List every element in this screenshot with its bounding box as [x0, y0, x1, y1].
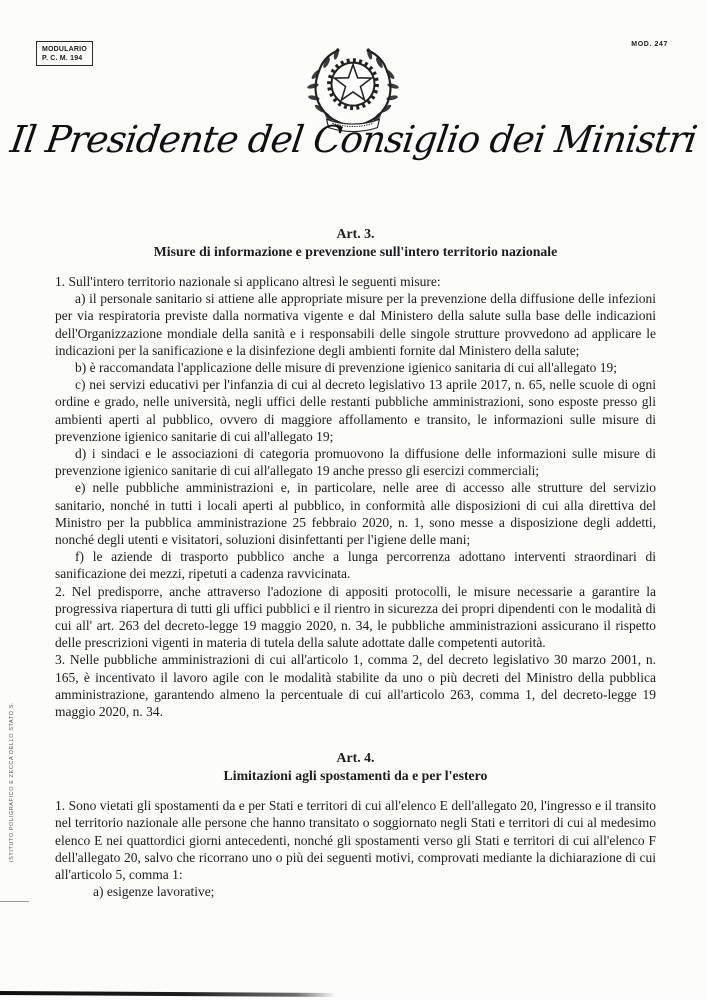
document-body	[55, 226, 656, 901]
modulario-box	[36, 41, 93, 66]
article-4-heading	[55, 750, 656, 784]
article-4-number: Art. 4.	[336, 750, 375, 766]
modulario-label: MODULARIO	[42, 46, 87, 53]
paragraph: 1. Sull'intero territorio nazionale si applicano altresì le seguenti misure:	[55, 274, 441, 289]
scan-edge-artifact	[0, 991, 336, 997]
printer-imprint-vertical-text: ISTITUTO POLIGRAFICO E ZECCA DELLO STATO S.	[9, 701, 15, 862]
article-4-subject: Limitazioni agli spostamenti da e per l'estero	[223, 767, 488, 783]
letterhead-script-title: Il Presidente del Consiglio dei Ministri	[7, 118, 700, 161]
list-item-a: a) esigenze lavorative;	[93, 884, 215, 900]
list-item-c: c) nei servizi educativi per l'infanzia di cui al decreto legislativo 13 aprile 2017, n. 65, nelle scuole di ogni ordine e grado, nelle università, negli uffici delle restanti pubbliche amministrazioni, sono esposte presso gli ambienti aperti al pubblico, ovvero di maggiore affollamento e transito, le informazioni sulle misure di prevenzione igienico sanitarie di cui all'allegato 19;	[55, 377, 656, 444]
list-item-f: f) le aziende di trasporto pubblico anche a lunga percorrenza adottano interventi straordinari di sanificazione dei mezzi, ripetuti a cadenza ravvicinata.	[55, 549, 656, 582]
mod-number: MOD. 247	[631, 41, 668, 48]
list-item-b: b) è raccomandata l'applicazione delle misure di prevenzione igienico sanitaria di cui all'allegato 19;	[75, 360, 618, 376]
registration-mark	[0, 901, 29, 902]
list-item-e: e) nelle pubbliche amministrazioni e, in particolare, nelle aree di accesso alle strutture del servizio sanitario, nonché in tutti i locali aperti al pubblico, in conformità alle disposizioni di cui alla direttiva del Ministro per la pubblica amministrazione 25 febbraio 2020, n. 1, sono messe a disposizione degli addetti, nonché degli utenti e visitatori, soluzioni disinfettanti per l'igiene delle mani;	[55, 480, 656, 548]
article-3-heading	[55, 226, 656, 260]
paragraph: 2. Nel predisporre, anche attraverso l'adozione di appositi protocolli, le misure necessarie a garantire la progressiva riapertura di tutti gli uffici pubblici e il rientro in sicurezza dei propri dipendenti con le modalità di cui all' art. 263 del decreto-legge 19 maggio 2020, n. 34, le pubbliche amministrazioni assicurano il rispetto delle prescrizioni vigenti in materia di tutela della salute adottate dalle competenti autorità.	[55, 583, 656, 651]
paragraph: 1. Sono vietati gli spostamenti da e per Stati e territori di cui all'elenco E dell'allegato 20, l'ingresso e il transito nel territorio nazionale alle persone che hanno transitato o soggiornato negli Stati e territori di cui al medesimo elenco E nei quattordici giorni antecedenti, nonché gli spostamenti verso gli Stati e territori di cui all'elenco F dell'allegato 20, salvo che ricorrano uno o più dei seguenti motivi, comprovati mediante la dichiarazione di cui all'articolo 5, comma 1:	[55, 798, 656, 883]
paragraph: 3. Nelle pubbliche amministrazioni di cui all'articolo 1, comma 2, del decreto legislativo 30 marzo 2001, n. 165, è incentivato il lavoro agile con le modalità stabilite da uno o più decreti del Ministro della pubblica amministrazione, garantendo almeno la percentuale di cui all'articolo 263, comma 1, del decreto-legge 19 maggio 2020, n. 34.	[55, 652, 656, 720]
article-3-number: Art. 3.	[336, 226, 375, 241]
list-item-a: a) il personale sanitario si attiene alle appropriate misure per la prevenzione della diffusione delle infezioni per via respiratoria previste dalla normativa vigente e dal Ministero della salute sulla base delle indicazioni dell'Organizzazione mondiale della sanità e i responsabili delle singole strutture provvedono ad applicare le indicazioni per la sanificazione e la disinfezione degli ambienti fornite dal Ministero della salute;	[55, 291, 656, 358]
list-item-d: d) i sindaci e le associazioni di categoria promuovono la diffusione delle informazioni sulle misure di prevenzione igienico sanitarie di cui all'allegato 19 anche presso gli esercizi commerciali;	[55, 446, 656, 479]
modulario-number: P. C. M. 194	[42, 55, 83, 62]
article-3-subject: Misure di informazione e prevenzione sull'intero territorio nazionale	[153, 243, 558, 259]
